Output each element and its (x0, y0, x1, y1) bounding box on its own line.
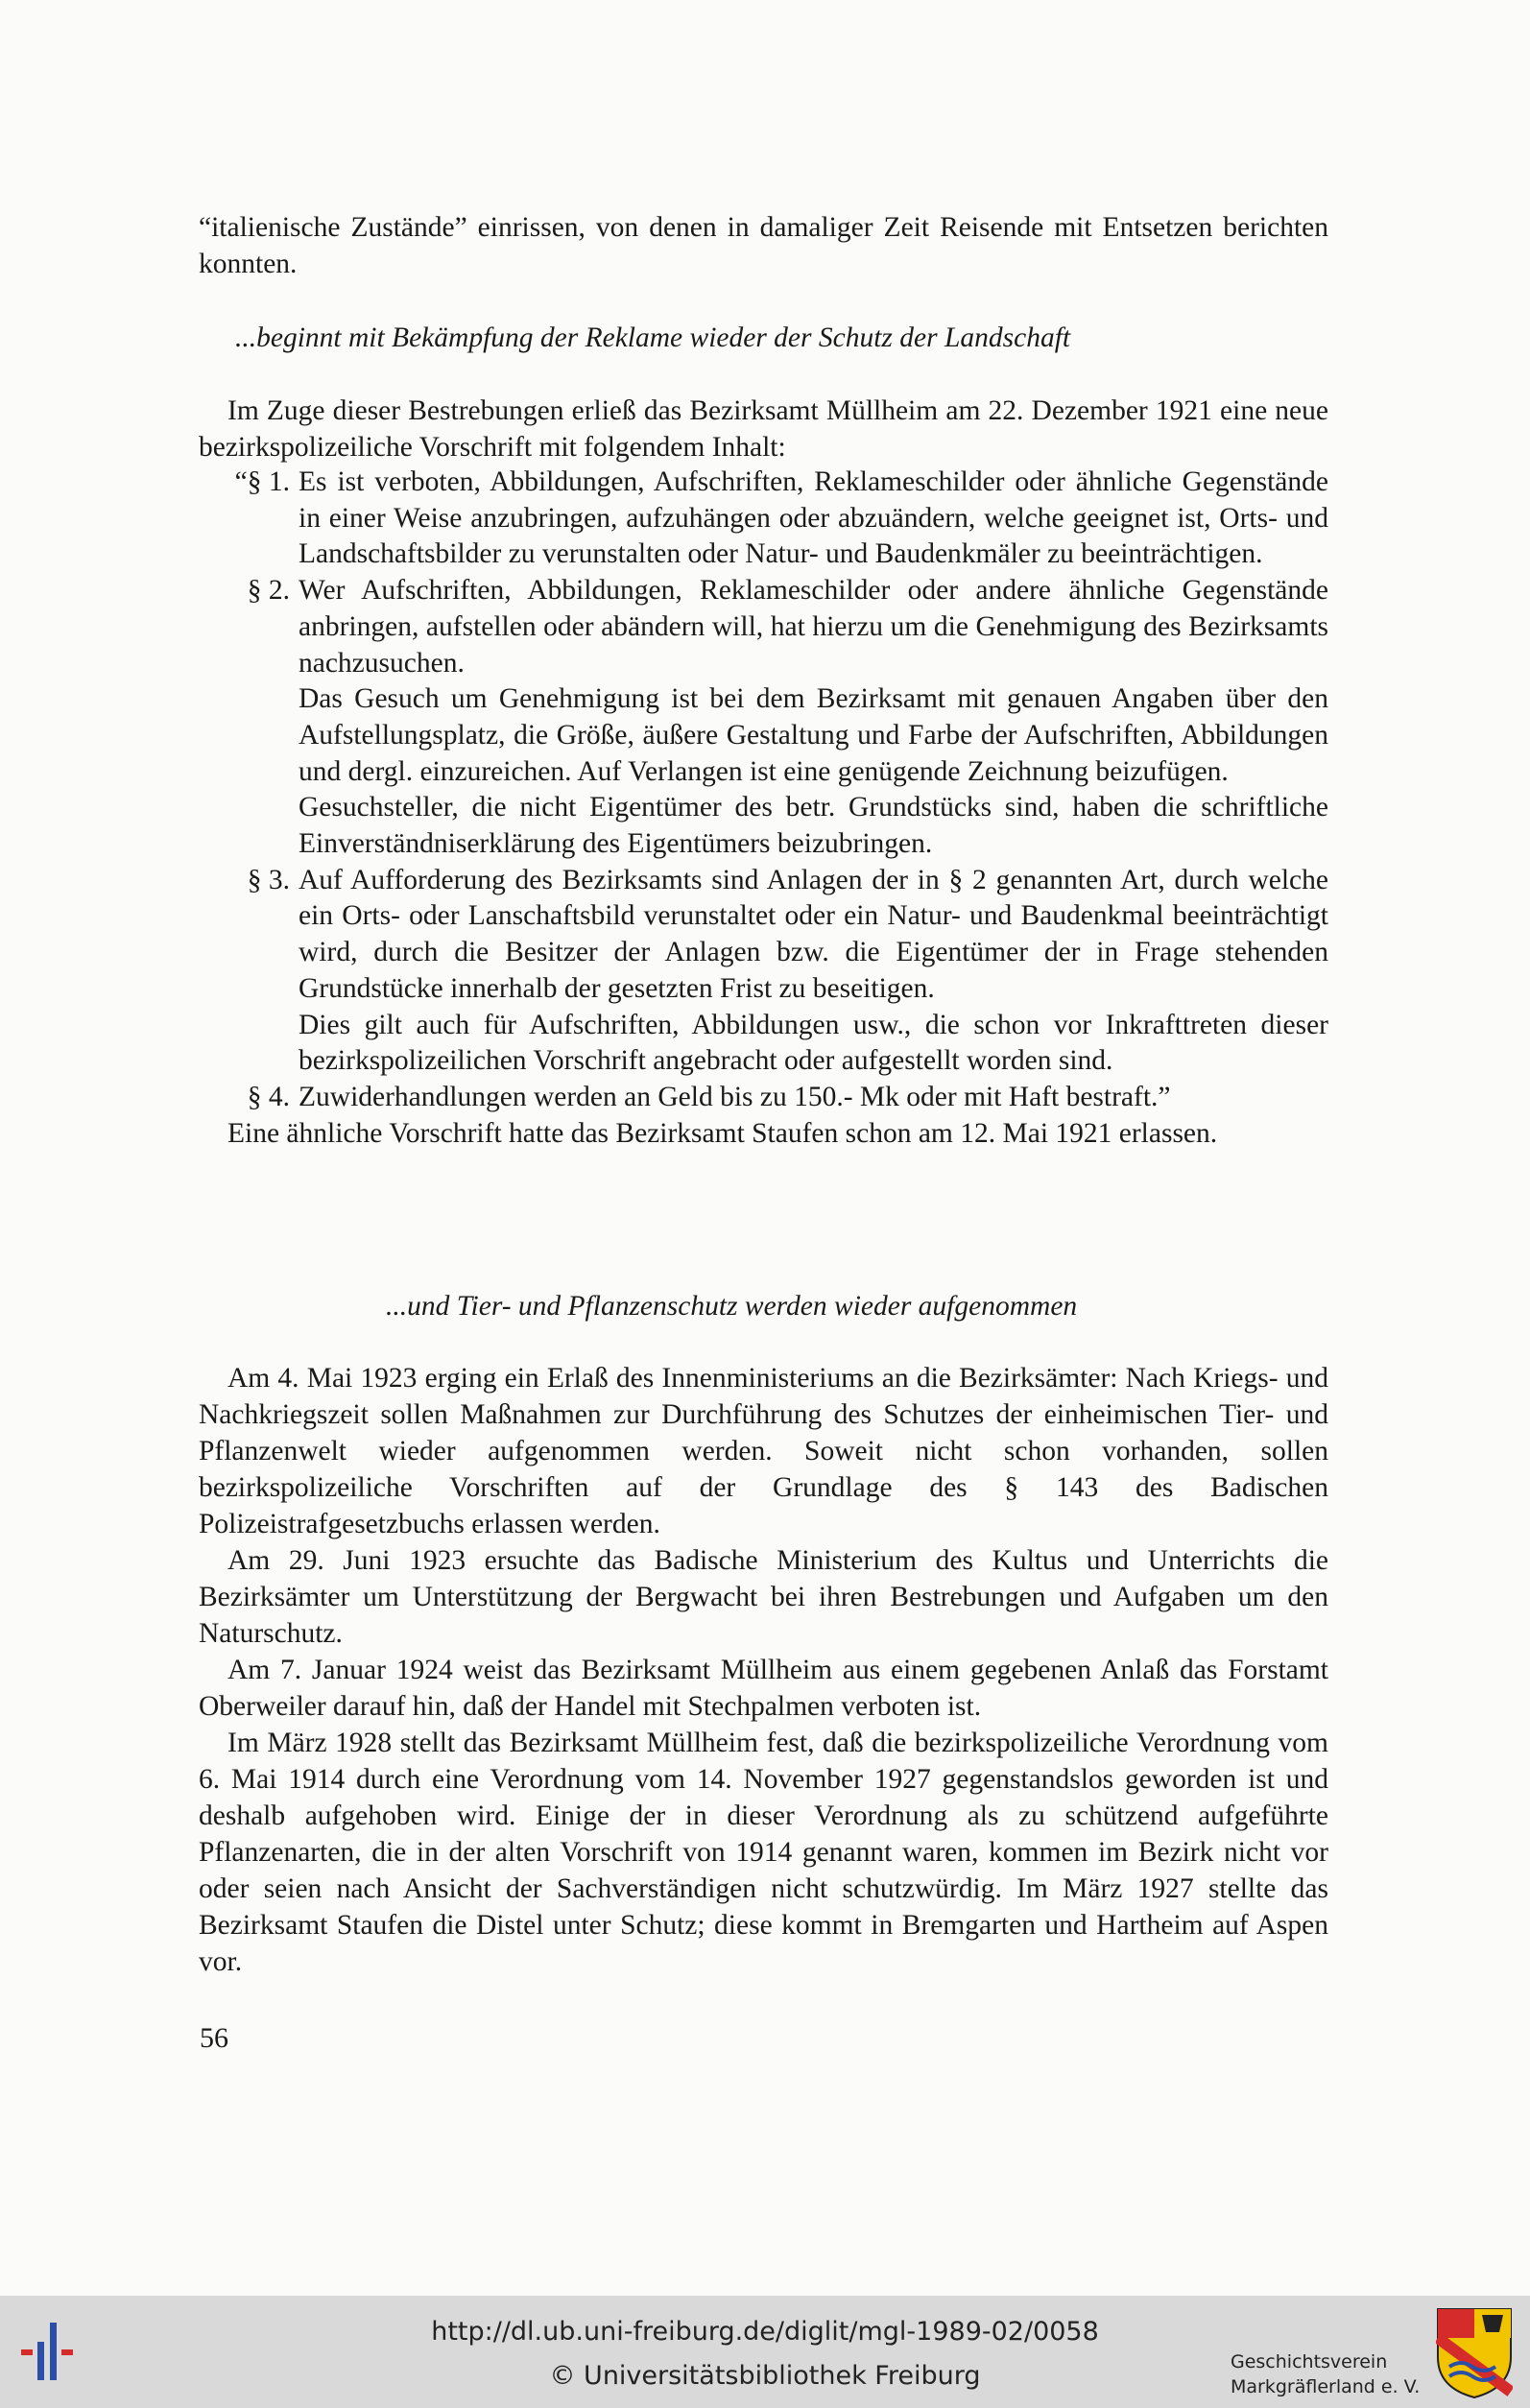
regulation-section (199, 573, 1328, 863)
section-mark: § 4. (247, 1081, 290, 1112)
paragraph: “italienische Zustände” einrissen, von denen in damaliger Zeit Reisende mit Entsetzen berichten konnten. (199, 212, 1328, 279)
paragraph: Am 4. Mai 1923 erging ein Erlaß des Innenministeriums an die Bezirksämter: Nach Kriegs- und Nachkriegszeit sollen Maßnahmen zur Durchführung des Schutzes der einheimischen Tier- und Pflanzenwelt wieder aufgenommen werden. Soweit nicht schon vorhanden, sollen bezirkspolizeiliche Vorschriften auf der Grundlage des § 143 des Badischen Polizeistrafgesetzbuchs erlassen werden. (199, 1363, 1328, 1539)
section-paragraph: Das Gesuch um Genehmigung ist bei dem Bezirksamt mit genauen Angaben über den Aufstellungsplatz, die Größe, äußere Gestaltung und Farbe der Aufschriften, Abbildungen und dergl. einzureichen. Auf Verlangen ist eine genügende Zeichnung beizufügen. (299, 683, 1328, 787)
paragraph: Am 29. Juni 1923 ersuchte das Badische Ministerium des Kultus und Unterrichts die Bezirksämter um Unterstützung der Bergwacht bei ihren Bestrebungen und Aufgaben um den Naturschutz. (199, 1545, 1328, 1649)
coat-of-arms-icon (1436, 2307, 1513, 2399)
section-paragraph: Es ist verboten, Abbildungen, Aufschriften, Reklameschilder oder ähnliche Gegenstände in einer Weise anzubringen, aufzuhängen oder abzuändern, welche geeignet ist, Orts- und Landschaftsbilder zu verunstalten oder Natur- und Baudenkmäler zu beeinträchtigen. (299, 466, 1328, 570)
section-paragraph: Gesuchsteller, die nicht Eigentümer des betr. Grundstücks sind, haben die schriftliche Einverständniserklärung des Eigentümers beizubringen. (299, 792, 1328, 860)
section-paragraph: Wer Aufschriften, Abbildungen, Reklameschilder oder andere ähnliche Gegenstände anbringen, aufstellen oder abändern will, hat hierzu um die Genehmigung des Bezirksamts nachzusuchen. (299, 575, 1328, 679)
section-heading-1: ...beginnt mit Bekämpfung der Reklame wieder der Schutz der Landschaft (235, 322, 1071, 353)
regulation-quote (199, 465, 1328, 1152)
footer-bar (0, 2296, 1530, 2408)
body-paragraphs (199, 1360, 1328, 1980)
section-paragraph: Auf Aufforderung des Bezirksamts sind Anlagen der in § 2 genannten Art, durch welche ein Orts- oder Lanschaftsbild verunstaltet oder ein Natur- und Baudenkmal beeinträchtigt wird, durch die Besitzer der Anlagen bzw. die Eigentümer der in Frage stehenden Grundstücke innerhalb der gesetzten Frist zu beseitigen. (299, 864, 1328, 1004)
section-mark: § 3. (247, 864, 290, 895)
section-body (299, 863, 1328, 1080)
society-name-line: Markgräflerland e. V. (1231, 2376, 1421, 2397)
section-mark: § 2. (247, 575, 290, 607)
section-body (299, 465, 1328, 573)
section-heading-2: ...und Tier- und Pflanzenschutz werden wieder aufgenommen (386, 1291, 1078, 1322)
regulation-section (199, 863, 1328, 1080)
section-body (299, 573, 1328, 863)
page-number: 56 (200, 2022, 228, 2054)
regulation-section (199, 1080, 1328, 1116)
copyright-text: © Universitätsbibliothek Freiburg (549, 2361, 981, 2391)
section-body (299, 1080, 1328, 1116)
lead-paragraph (199, 393, 1328, 465)
society-name (1231, 2349, 1420, 2399)
paragraph: Im März 1928 stellt das Bezirksamt Müllheim fest, daß die bezirkspolizeiliche Verordnung vom 6. Mai 1914 durch eine Verordnung vom 14. November 1927 gegenstandslos geworden ist und deshalb aufgehoben wird. Einige der in dieser Verordnung als zu schützend aufgeführte Pflanzenarten, die in der alten Vorschrift von 1914 genannt waren, kommen im Bezirk nicht vor oder seien nach Ansicht der Sachverständigen nicht schutzwürdig. Im März 1927 stellte das Bezirksamt Staufen die Distel unter Schutz; diese kommt in Bremgarten und Hartheim auf Aspen vor. (199, 1728, 1328, 1977)
regulation-section (199, 465, 1328, 573)
section-mark: “§ 1. (234, 466, 290, 497)
closing-line: Eine ähnliche Vorschrift hatte das Bezirksamt Staufen schon am 12. Mai 1921 erlassen. (227, 1117, 1218, 1149)
document-url-link[interactable]: http://dl.ub.uni-freiburg.de/diglit/mgl-1989-02/0058 (431, 2317, 1099, 2347)
section-paragraph: Zuwiderhandlungen werden an Geld bis zu 150.- Mk oder mit Haft bestraft.” (299, 1081, 1171, 1112)
society-name-line: Geschichtsverein (1231, 2351, 1388, 2372)
paragraph: Am 7. Januar 1924 weist das Bezirksamt Müllheim aus einem gegebenen Anlaß das Forstamt Oberweiler darauf hin, daß der Handel mit Stechpalmen verboten ist. (199, 1655, 1328, 1722)
paragraph: Im Zuge dieser Bestrebungen erließ das Bezirksamt Müllheim am 22. Dezember 1921 eine neue bezirkspolizeiliche Vorschrift mit folgendem Inhalt: (199, 395, 1328, 463)
section-paragraph: Dies gilt auch für Aufschriften, Abbildungen usw., die schon vor Inkrafttreten dieser bezirkspolizeilichen Vorschrift angebracht oder aufgestellt worden sind. (299, 1009, 1328, 1077)
intro-paragraph (199, 209, 1328, 282)
